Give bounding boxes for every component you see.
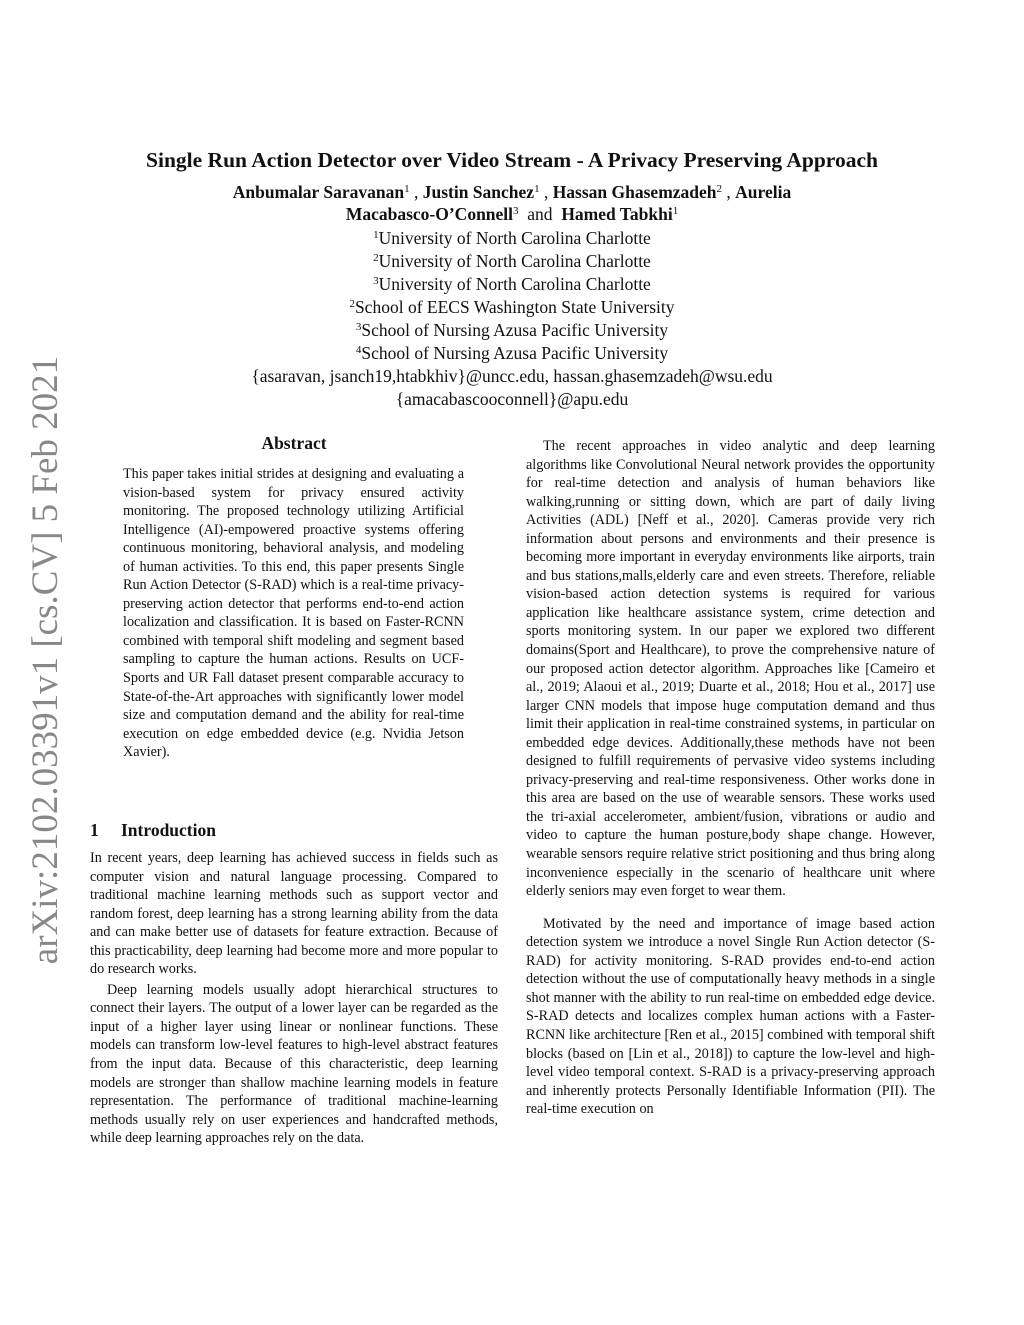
- email-line: {amacabascooconnell}@apu.edu: [395, 389, 629, 409]
- author-name: Aurelia: [735, 182, 792, 202]
- author-list: Anbumalar Saravanan$^1$ , Justin Sanchez$^1$ , Hassan Ghasemzadeh$^2$ , Aurelia Macabasco-O’Connell$^3$ and Hamed Tabkhi$^1$: [232, 182, 792, 224]
- affiliation: $^2$University of North Carolina Charlotte: [373, 251, 651, 272]
- author-name: Hamed Tabkhi: [561, 204, 673, 224]
- affiliation: $^3$School of Nursing Azusa Pacific University: [355, 320, 669, 341]
- affiliation: $^2$School of EECS Washington State University: [349, 297, 675, 318]
- author-affil-mark: 3: [513, 205, 519, 217]
- section-title: Introduction: [121, 820, 216, 840]
- author-affil-mark: 2: [716, 183, 723, 195]
- arxiv-identifier: arXiv:2102.03391v1 [cs.CV] 5 Feb 2021: [25, 355, 66, 965]
- email-block: [80, 365, 944, 411]
- affiliation: $^1$University of North Carolina Charlotte: [373, 228, 651, 248]
- paragraph: Deep learning models usually adopt hierarchical structures to connect their layers. The output of a lower layer can be regarded as the input of a higher layer using linear or nonlinear functions. These models can transform low-level features to high-level abstract features from the input data. Because of this characteristic, deep learning models are stronger than shallow machine learning models in feature representation. The performance of traditional machine-learning methods usually rely on user experiences and handcrafted methods, while deep learning approaches rely on the data.: [90, 981, 498, 1147]
- section-number: 1: [90, 820, 99, 840]
- section-heading-introduction: [90, 820, 216, 841]
- abstract-text: This paper takes initial strides at designing and evaluating a vision-based system for privacy ensured activity monitoring. The proposed technology utilizing Artificial Intelligence (AI)-empowered proactive systems offering continuous monitoring, behavioral analysis, and modeling of human activities. To this end, this paper presents Single Run Action Detector (S-RAD) which is a real-time privacy-preserving action detector that performs end-to-end action localization and classification. It is based on Faster-RCNN combined with temporal shift modeling and segment based sampling to capture the human actions. Results on UCF-Sports and UR Fall dataset present comparable accuracy to State-of-the-Art approaches with significantly lower model size and computation demand and the ability for real-time execution on edge embedded device (e.g. Nvidia Jetson Xavier).: [123, 466, 464, 761]
- right-column-body: [526, 437, 935, 1119]
- author-name: Justin Sanchez: [422, 182, 535, 202]
- affiliation: $^4$School of Nursing Azusa Pacific University: [355, 343, 669, 364]
- paragraph: The recent approaches in video analytic and deep learning algorithms like Convolutional Neural network provides the opportunity for real-time detection and analysis of human behaviors like walking,running or sitting down, which are part of daily living Activities (ADL) [Neff et al., 2020]. Cameras provide very rich information about persons and environments and their presence is becoming more important in everyday environments like airports, train and bus stations,malls,elderly care and even streets. Therefore, reliable vision-based action detection systems is required for various application like healthcare assistance system, crime detection and sports monitoring system. In our paper we explored two different domains(Sport and Healthcare), to prove the comprehensive nature of our proposed action detector algorithm. Approaches like [Cameiro et al., 2019; Alaoui et al., 2019; Duarte et al., 2018; Hou et al., 2017] use larger CNN models that impose huge computation demand and thus limit their application in real-time constrained systems, in particular on embedded edge devices. Additionally,these methods have not been designed to fulfill requirements of pervasive video systems including privacy-preserving and real-time responsiveness. Other works done in this area are based on the use of wearable sensors. These works used the tri-axial accelerometer, ambient/fusion, vibrations or audio and video to capture the human posture,body shape change. However, wearable sensors require relative strict positioning and thus bring along inconvenience especially in the scenario of healthcare unit where elderly seniors may even forget to wear them.: [526, 438, 935, 900]
- author-name: Hassan Ghasemzadeh: [552, 182, 717, 202]
- author-affil-mark: 1: [672, 205, 679, 217]
- author-affil-mark: 1: [534, 183, 540, 195]
- author-affil-mark: 1: [404, 183, 410, 195]
- author-name: Macabasco-O’Connell: [345, 204, 514, 224]
- introduction-body: [90, 849, 498, 1148]
- abstract-heading: Abstract: [261, 433, 327, 453]
- affiliation-list: [80, 227, 944, 366]
- author-name: Anbumalar Saravanan: [232, 182, 405, 202]
- email-line: {asaravan, jsanch19,htabkhiv}@uncc.edu, hassan.ghasemzadeh@wsu.edu: [251, 366, 773, 386]
- affiliation: $^3$University of North Carolina Charlotte: [373, 274, 651, 295]
- author-conjunction: and: [527, 204, 553, 224]
- paragraph: Motivated by the need and importance of image based action detection system we introduce a novel Single Run Action detector (S-RAD) for activity monitoring. S-RAD provides end-to-end action detection without the use of computationally heavy methods in a single shot manner with the ability to run real-time on embedded edge device. S-RAD detects and localizes complex human actions with a Faster-RCNN like architecture [Ren et al., 2015] combined with temporal shift blocks (based on [Lin et al., 2018]) to capture the low-level and high-level video temporal context. S-RAD is a privacy-preserving approach and inherently protects Personally Identifiable Information (PII). The real-time execution on: [526, 915, 935, 1118]
- paragraph: In recent years, deep learning has achieved success in fields such as computer vision and natural language processing. Compared to traditional machine learning methods such as support vector and random forest, deep learning has a strong learning ability from the data and can make better use of datasets for feature extraction. Because of this practicability, deep learning had become more and more popular to do research works.: [90, 850, 498, 978]
- paper-title: Single Run Action Detector over Video Stream - A Privacy Preserving Approach: [146, 148, 878, 172]
